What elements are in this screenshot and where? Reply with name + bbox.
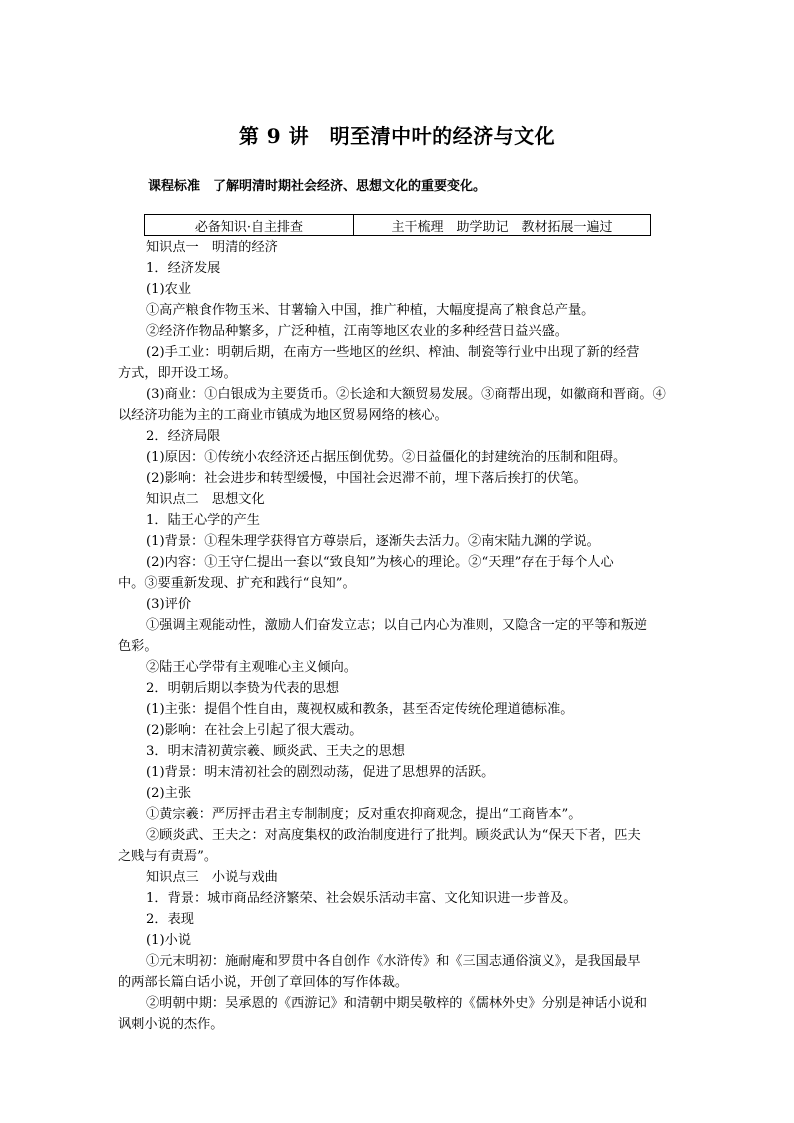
text-line: ①高产粮食作物玉米、甘薯输入中国，推广种植，大幅度提高了粮食总产量。 xyxy=(146,303,595,318)
text-line: (3)商业：①白银成为主要货币。②长途和大额贸易发展。③商帮出现，如徽商和晋商。④ xyxy=(146,387,666,402)
text-line: (1)背景：①程朱理学获得官方尊崇后，逐渐失去活力。②南宋陆九渊的学说。 xyxy=(146,534,600,549)
course-standard-text: 了解明清时期社会经济、思想文化的重要变化。 xyxy=(213,179,487,194)
text-line: (1)小说 xyxy=(146,933,192,948)
text-line: (1)主张：提倡个性自由，蔑视权威和教条，甚至否定传统伦理道德标准。 xyxy=(146,702,574,717)
body-text xyxy=(118,237,678,1035)
text-line: 的两部长篇白话小说，开创了章回体的写作体裁。 xyxy=(118,975,409,990)
course-standard-label: 课程标准 xyxy=(148,179,201,194)
text-line: ②明朝中期：吴承恩的《西游记》和清朝中期吴敬梓的《儒林外史》分别是神话小说和 xyxy=(146,996,648,1011)
text-line: ②陆王心学带有主观唯心主义倾向。 xyxy=(146,660,357,675)
text-line: 1．陆王心学的产生 xyxy=(146,513,260,528)
text-line: ②经济作物品种繁多，广泛种植，江南等地区农业的多种经营日益兴盛。 xyxy=(146,324,568,339)
text-line: 中。③要重新发现、扩充和践行“良知”。 xyxy=(118,576,356,591)
text-line: (1)原因：①传统小农经济还占据压倒优势。②日益僵化的封建统治的压制和阻碍。 xyxy=(146,450,627,465)
text-line: (2)手工业：明朝后期，在南方一些地区的丝织、榨油、制瓷等行业中出现了新的经营 xyxy=(146,345,640,360)
text-line: 知识点二 思想文化 xyxy=(146,492,265,507)
text-line: 之贱与有责焉”。 xyxy=(118,849,218,864)
text-line: 讽刺小说的杰作。 xyxy=(118,1017,224,1032)
text-line: (3)评价 xyxy=(146,597,192,612)
text-line: 3．明末清初黄宗羲、顾炎武、王夫之的思想 xyxy=(146,744,405,759)
text-line: 2．表现 xyxy=(146,912,194,927)
text-line: (2)主张 xyxy=(146,786,192,801)
course-standard xyxy=(148,175,486,194)
text-line: (1)背景：明末清初社会的剧烈动荡，促进了思想界的活跃。 xyxy=(146,765,495,780)
text-line: (2)影响：社会进步和转型缓慢，中国社会迟滞不前，埋下落后挨打的伏笔。 xyxy=(146,471,587,486)
section-banner-left: 必备知识·自主排查 xyxy=(145,215,354,235)
text-line: ①元末明初：施耐庵和罗贯中各自创作《水浒传》和《三国志通俗演义》，是我国最早 xyxy=(146,954,641,969)
text-line: 知识点三 小说与戏曲 xyxy=(146,870,278,885)
text-line: 色彩。 xyxy=(118,639,158,654)
text-line: ②顾炎武、王夫之：对高度集权的政治制度进行了批判。顾炎武认为“保天下者，匹夫 xyxy=(146,828,641,843)
text-line: 1．背景：城市商品经济繁荣、社会娱乐活动丰富、文化知识进一步普及。 xyxy=(146,891,577,906)
text-line: (1)农业 xyxy=(146,282,192,297)
text-line: 方式，即开设工场。 xyxy=(118,366,237,381)
text-line: (2)影响：在社会上引起了很大震动。 xyxy=(146,723,363,738)
text-line: (2)内容：①王守仁提出一套以“致良知”为核心的理论。②“天理”存在于每个人心 xyxy=(146,555,614,570)
page-title: 第 9 讲 明至清中叶的经济与文化 xyxy=(238,124,556,148)
text-line: ①强调主观能动性，激励人们奋发立志；以自己内心为准则，又隐含一定的平等和叛逆 xyxy=(146,618,648,633)
text-line: ①黄宗羲：严厉抨击君主专制制度；反对重农抑商观念，提出“工商皆本”。 xyxy=(146,807,582,822)
text-line: 2．明朝后期以李贽为代表的思想 xyxy=(146,681,340,696)
text-line: 知识点一 明清的经济 xyxy=(146,240,278,255)
text-line: 2．经济局限 xyxy=(146,429,221,444)
section-banner xyxy=(144,214,651,236)
section-banner-right: 主干梳理 助学助记 教材拓展一遍过 xyxy=(391,219,613,235)
text-line: 以经济功能为主的工商业市镇成为地区贸易网络的核心。 xyxy=(118,408,448,423)
text-line: 1．经济发展 xyxy=(146,261,221,276)
